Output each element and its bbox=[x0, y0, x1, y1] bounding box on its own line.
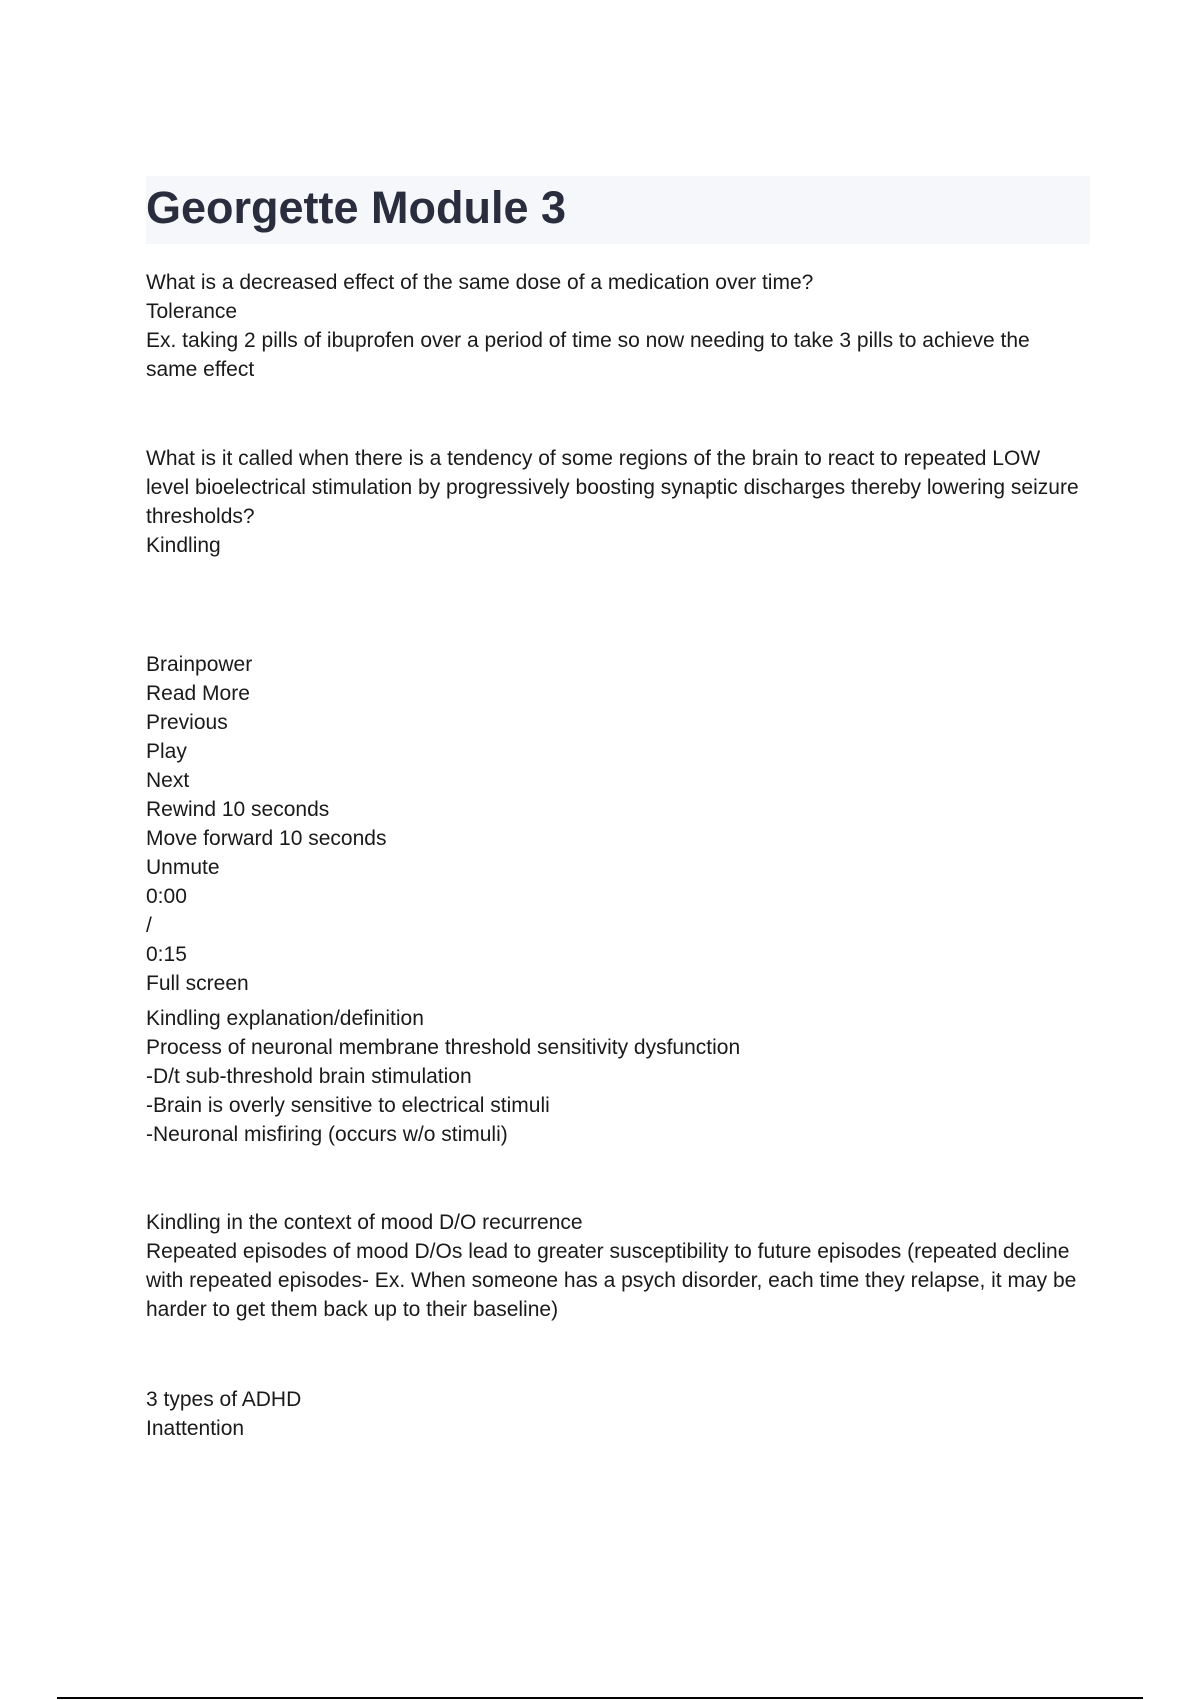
fullscreen-button[interactable]: Full screen bbox=[146, 972, 249, 995]
card-answer: Repeated episodes of mood D/Os lead to greater susceptibility to future episodes (repeated decline with repeated episodes- Ex. When someone has a psych disorder, each time they relapse, it may be harder to get them back up to their baseline) bbox=[146, 1240, 1077, 1321]
card-answer: Tolerance bbox=[146, 300, 238, 323]
page-title: Georgette Module 3 bbox=[146, 182, 567, 233]
rewind-button[interactable]: Rewind 10 seconds bbox=[146, 798, 330, 821]
video-player-text bbox=[146, 650, 1086, 998]
card-question: What is a decreased effect of the same dose of a medication over time? bbox=[146, 271, 814, 294]
unmute-button[interactable]: Unmute bbox=[146, 856, 220, 879]
card-question: Kindling in the context of mood D/O recurrence bbox=[146, 1211, 583, 1234]
duration: 0:15 bbox=[146, 943, 187, 966]
card-tolerance bbox=[146, 268, 1086, 384]
card-kindling-definition bbox=[146, 1004, 1086, 1149]
card-adhd bbox=[146, 1385, 1086, 1443]
play-button[interactable]: Play bbox=[146, 740, 187, 763]
card-point: -Neuronal misfiring (occurs w/o stimuli) bbox=[146, 1123, 508, 1146]
time-separator: / bbox=[146, 914, 152, 937]
bottom-rule bbox=[57, 1697, 1143, 1699]
next-button[interactable]: Next bbox=[146, 769, 190, 792]
card-answer: Kindling bbox=[146, 534, 221, 557]
card-question: 3 types of ADHD bbox=[146, 1388, 302, 1411]
forward-button[interactable]: Move forward 10 seconds bbox=[146, 827, 387, 850]
player-brand: Brainpower bbox=[146, 653, 253, 676]
card-kindling bbox=[146, 444, 1086, 560]
card-question: Kindling explanation/definition bbox=[146, 1007, 424, 1030]
card-point: -D/t sub-threshold brain stimulation bbox=[146, 1065, 472, 1088]
card-example: Ex. taking 2 pills of ibuprofen over a period of time so now needing to take 3 pills to achieve the same effect bbox=[146, 329, 1030, 381]
card-point: -Brain is overly sensitive to electrical stimuli bbox=[146, 1094, 550, 1117]
previous-button[interactable]: Previous bbox=[146, 711, 228, 734]
current-time: 0:00 bbox=[146, 885, 187, 908]
card-question: What is it called when there is a tendency of some regions of the brain to react to repeated LOW level bioelectrical stimulation by progressively boosting synaptic discharges thereby lowering seizure thresholds? bbox=[146, 447, 1079, 528]
read-more-link[interactable]: Read More bbox=[146, 682, 250, 705]
card-answer: Inattention bbox=[146, 1417, 245, 1440]
card-kindling-mood bbox=[146, 1208, 1086, 1324]
card-answer: Process of neuronal membrane threshold sensitivity dysfunction bbox=[146, 1036, 741, 1059]
